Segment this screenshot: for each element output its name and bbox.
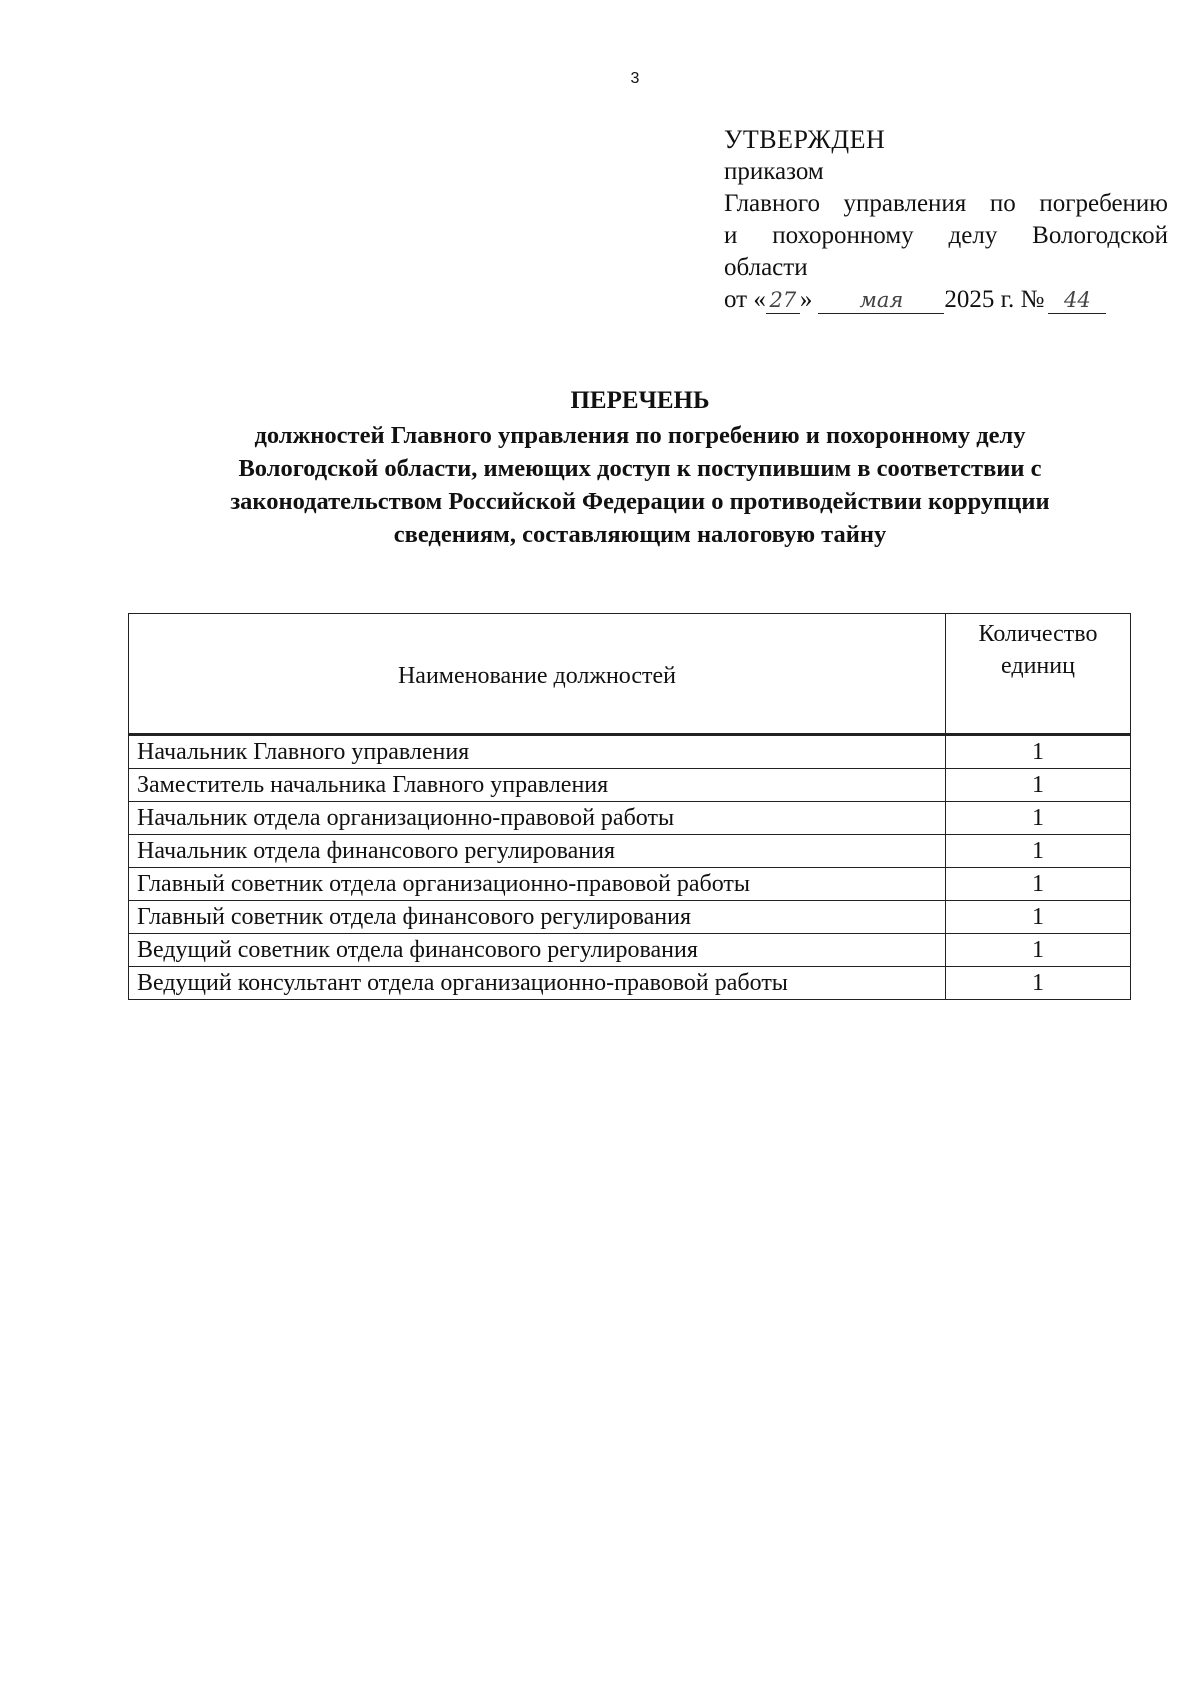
document-subtitle: [150, 419, 1130, 551]
header-position-name: Наименование должностей: [129, 614, 946, 735]
approval-date-line: [724, 284, 1168, 316]
subtitle-line: законодательством Российской Федерации о противодействии коррупции: [230, 488, 1050, 515]
unit-count-cell: 1: [946, 967, 1131, 1000]
unit-count-cell: 1: [946, 868, 1131, 901]
approval-line-authority: Главного управления по погребению: [724, 190, 1168, 217]
unit-count-cell: 1: [946, 934, 1131, 967]
approval-stamp-block: [724, 124, 1168, 316]
date-prefix: от «: [724, 286, 766, 313]
position-name-cell: Начальник отдела организационно-правовой работы: [129, 802, 946, 835]
approval-line-region: области: [724, 254, 808, 281]
unit-count-cell: 1: [946, 769, 1131, 802]
table-row: [129, 802, 1131, 835]
unit-count-cell: 1: [946, 901, 1131, 934]
subtitle-line: сведениям, составляющим налоговую тайну: [393, 521, 887, 548]
positions-table: [128, 613, 1131, 1000]
approval-status: УТВЕРЖДЕН: [724, 125, 886, 154]
position-name-cell: Начальник Главного управления: [129, 735, 946, 769]
page-number: 3: [630, 70, 640, 87]
date-day-handwritten: 27: [766, 287, 800, 314]
document-title: ПЕРЕЧЕНЬ: [570, 387, 710, 414]
date-month-handwritten: мая: [818, 287, 944, 314]
table-row: [129, 735, 1131, 769]
subtitle-line: Вологодской области, имеющих доступ к поступившим в соответствии с: [238, 455, 1042, 482]
header-unit-count: [946, 614, 1131, 735]
unit-count-cell: 1: [946, 735, 1131, 769]
document-heading: [150, 384, 1130, 551]
subtitle-line: должностей Главного управления по погребению и похоронному делу: [254, 422, 1026, 449]
order-number-handwritten: 44: [1048, 287, 1106, 314]
unit-count-cell: 1: [946, 802, 1131, 835]
table-row: [129, 868, 1131, 901]
date-mid: »: [799, 286, 813, 313]
position-name-cell: Главный советник отдела организационно-правовой работы: [129, 868, 946, 901]
header-unit-count-line1: Количество: [978, 621, 1098, 647]
unit-count-cell: 1: [946, 835, 1131, 868]
position-name-cell: Ведущий консультант отдела организационно-правовой работы: [129, 967, 946, 1000]
position-name-cell: Начальник отдела финансового регулирования: [129, 835, 946, 868]
date-year-label: 2025 г. №: [944, 286, 1045, 313]
approval-line-authority-cont: и похоронному делу Вологодской: [724, 222, 1168, 249]
position-name-cell: Ведущий советник отдела финансового регулирования: [129, 934, 946, 967]
approval-line-order: приказом: [724, 158, 824, 185]
header-unit-count-line2: единиц: [1001, 653, 1075, 679]
position-name-cell: Заместитель начальника Главного управления: [129, 769, 946, 802]
table-row: [129, 835, 1131, 868]
table-row: [129, 901, 1131, 934]
table-header-row: [129, 614, 1131, 735]
table-row: [129, 769, 1131, 802]
position-name-cell: Главный советник отдела финансового регулирования: [129, 901, 946, 934]
table-row: [129, 934, 1131, 967]
table-row: [129, 967, 1131, 1000]
